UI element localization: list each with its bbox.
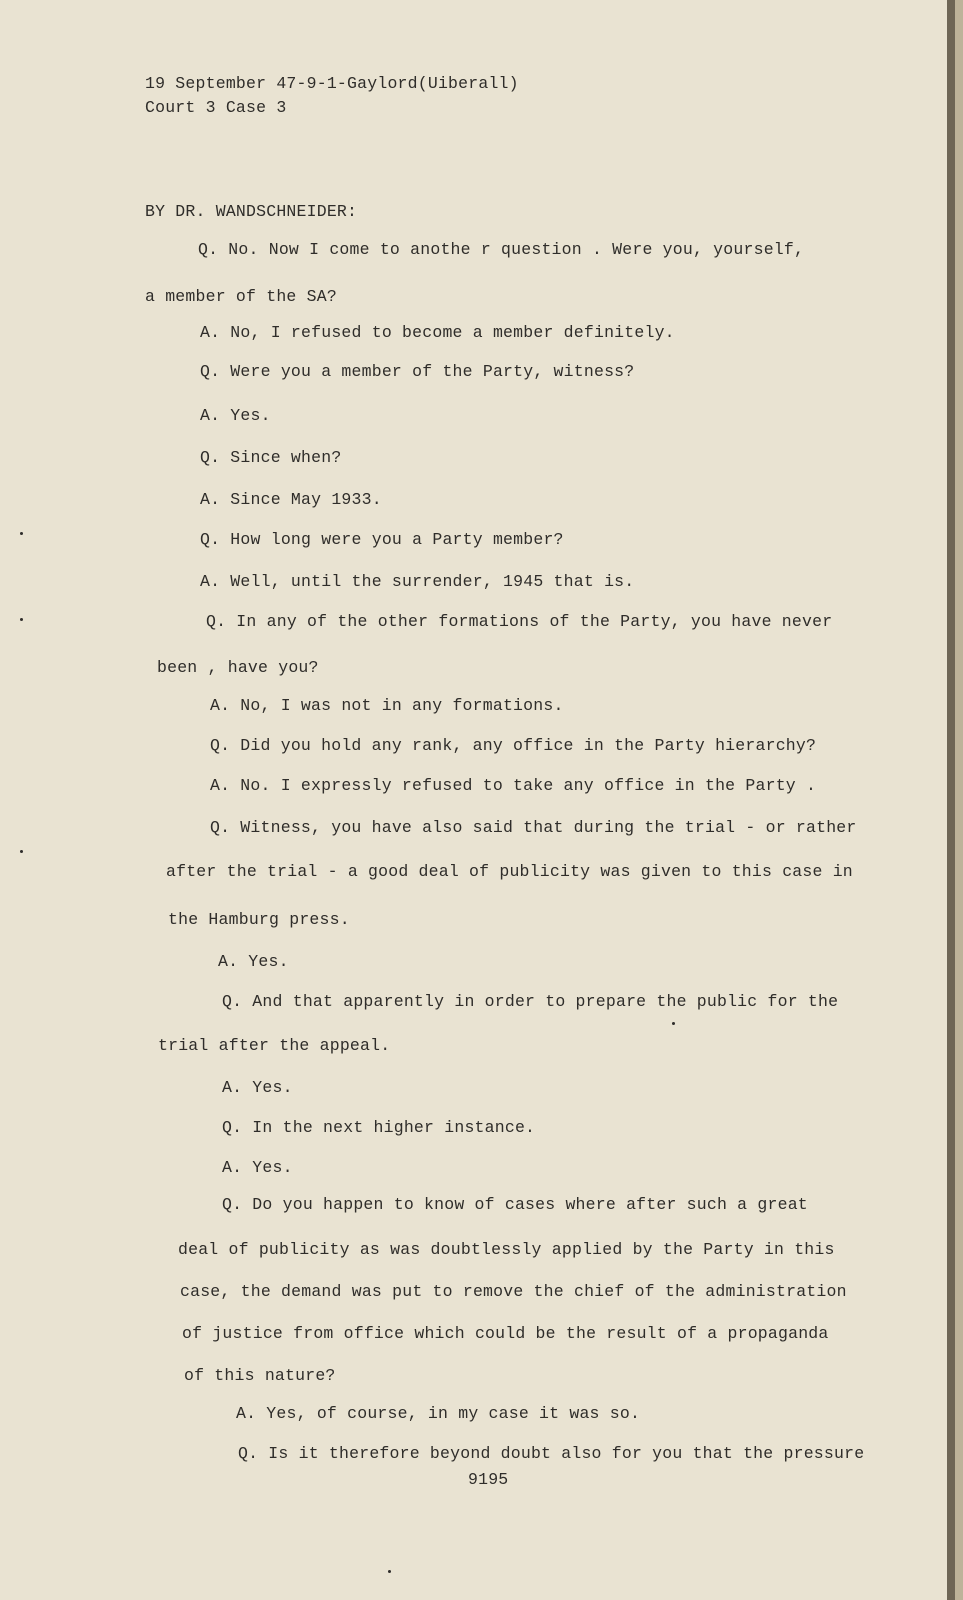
transcript-line: a member of the SA? — [145, 287, 337, 306]
transcript-line: Q. Do you happen to know of cases where after such a great — [222, 1195, 808, 1214]
speaker-heading: BY DR. WANDSCHNEIDER: — [145, 202, 358, 221]
transcript-line: of justice from office which could be the result of a propaganda — [182, 1324, 829, 1343]
transcript-line: A. Yes. — [222, 1158, 293, 1177]
transcript-line: Q. No. Now I come to anothe r question . Were you, yourself, — [198, 240, 805, 259]
transcript-line: A. Yes. — [200, 406, 271, 425]
transcript-line: Q. And that apparently in order to prepare the public for the — [222, 992, 839, 1011]
header-line-1: 19 September 47-9-1-Gaylord(Uiberall) — [145, 74, 519, 93]
page-edge — [947, 0, 955, 1600]
transcript-line: after the trial - a good deal of publicity was given to this case in — [166, 862, 853, 881]
transcript-line: A. No, I was not in any formations. — [210, 696, 564, 715]
transcript-line: been , have you? — [157, 658, 319, 677]
transcript-line: Q. Since when? — [200, 448, 342, 467]
paper-speck — [672, 1022, 675, 1025]
transcript-line: Q. In any of the other formations of the Party, you have never — [206, 612, 833, 631]
transcript-line: trial after the appeal. — [158, 1036, 391, 1055]
transcript-line: A. No. I expressly refused to take any office in the Party . — [210, 776, 817, 795]
transcript-line: Q. Did you hold any rank, any office in the Party hierarchy? — [210, 736, 817, 755]
transcript-line: Q. Witness, you have also said that during the trial - or rather — [210, 818, 857, 837]
transcript-line: A. Yes. — [218, 952, 289, 971]
transcript-line: Q. How long were you a Party member? — [200, 530, 564, 549]
transcript-line: A. Well, until the surrender, 1945 that is. — [200, 572, 635, 591]
header-line-2: Court 3 Case 3 — [145, 98, 287, 117]
paper-speck — [20, 618, 23, 621]
transcript-line: Q. In the next higher instance. — [222, 1118, 536, 1137]
paper-speck — [388, 1570, 391, 1573]
transcript-line: A. Yes. — [222, 1078, 293, 1097]
paper-speck — [20, 850, 23, 853]
transcript-line: Q. Is it therefore beyond doubt also for you that the pressure — [238, 1444, 865, 1463]
transcript-line: Q. Were you a member of the Party, witness? — [200, 362, 635, 381]
transcript-line: deal of publicity as was doubtlessly applied by the Party in this — [178, 1240, 835, 1259]
transcript-line: the Hamburg press. — [168, 910, 350, 929]
paper-speck — [20, 532, 23, 535]
transcript-line: A. Since May 1933. — [200, 490, 382, 509]
transcript-line: case, the demand was put to remove the chief of the administration — [180, 1282, 847, 1301]
transcript-line: A. Yes, of course, in my case it was so. — [236, 1404, 641, 1423]
page-number: 9195 — [468, 1470, 509, 1489]
transcript-line: of this nature? — [184, 1366, 336, 1385]
transcript-line: A. No, I refused to become a member definitely. — [200, 323, 675, 342]
